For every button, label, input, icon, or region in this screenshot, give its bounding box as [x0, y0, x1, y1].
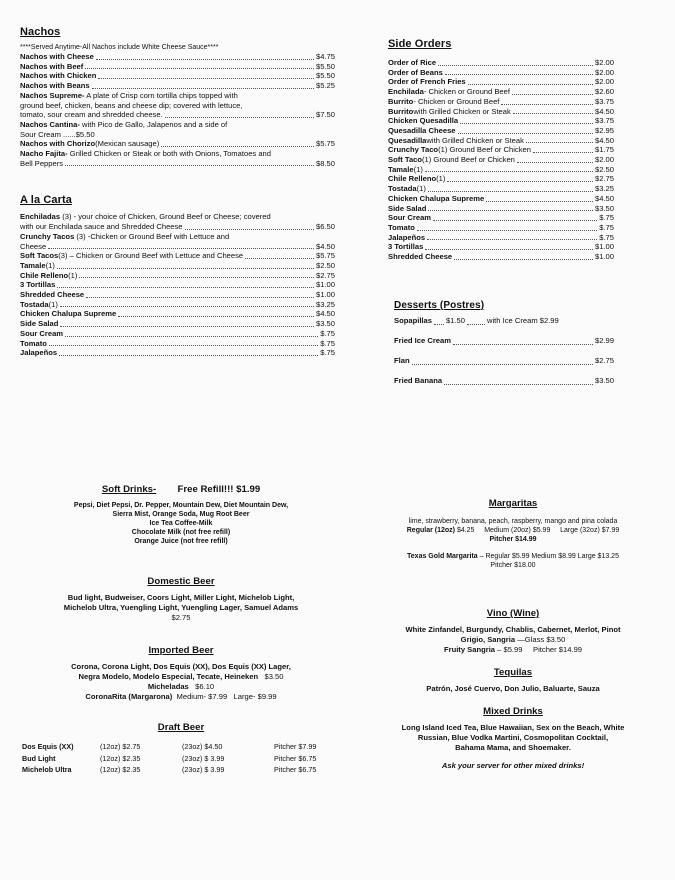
mixed-drinks-line: Bahama Mama, and Shoemaker.: [455, 743, 571, 752]
menu-item: Nachos with Chorizo (Mexican sausage) $5.75: [20, 139, 335, 149]
menu-item: Sour Cream $.75: [388, 213, 614, 223]
menu-item: Fried Banana $3.50: [394, 375, 614, 385]
menu-item: Order of Beans $2.00: [388, 67, 614, 77]
menu-item: Tamale (1) $2.50: [20, 260, 335, 270]
draft-beer-title: Draft Beer: [157, 722, 205, 733]
soft-drinks-line: Ice Tea Coffee-Milk: [149, 520, 213, 527]
tequilas-line: Patrón, José Cuervo, Don Julio, Baluarte, Sauza: [426, 684, 600, 693]
menu-item: Order of Rice $2.00: [388, 58, 614, 67]
menu-item: Nachos with Cheese $4.75: [20, 52, 335, 61]
mixed-drinks-line: Russian, Blue Vodka Martini, Cosmopolitan Cocktail,: [417, 733, 609, 742]
menu-item: Side Salad $3.50: [388, 203, 614, 213]
table-row: Michelob Ultra (12oz) $2.35 (23oz) $ 3.99 Pitcher $6.75: [22, 765, 317, 774]
menu-item: Jalapeños $.75: [20, 348, 335, 358]
menu-item: Enchilada - Chicken or Ground Beef $2.60: [388, 87, 614, 97]
crunchy-tacos: Crunchy Tacos (3) -Chicken or Ground Beef with Lettuce and: [20, 231, 230, 241]
menu-item: with our Enchilada sauce and Shredded Cheese $6.50: [20, 222, 335, 232]
menu-item: Quesadilla with Grilled Chicken or Steak $4.50: [388, 135, 614, 145]
menu-item: Shredded Cheese $1.00: [20, 290, 335, 300]
texas-gold-pitcher: Pitcher $18.00: [490, 562, 536, 569]
menu-item: Soft Taco (1) Ground Beef or Chicken $2.00: [388, 155, 614, 165]
nachos-note: ****Served Anytime-All Nachos include White Cheese Sauce****: [20, 44, 219, 51]
right-column: [388, 38, 614, 391]
nachos-cantina: Nachos Cantina- with Pico de Gallo, Jalapenos and a side of Sour Cream ......$5.50: [20, 119, 228, 139]
soft-drinks-line: Orange Juice (not free refill): [134, 538, 228, 545]
soft-drinks-refill: Free Refill!!! $1.99: [177, 484, 261, 495]
texas-gold: Texas Gold Margarita – Regular $5.99 Medium $8.99 Large $13.25: [407, 553, 619, 560]
imported-beer-line: Corona, Corona Light, Dos Equis (XX), Dos Equis (XX) Lager,: [71, 662, 291, 671]
side-orders-title: Side Orders: [388, 38, 452, 50]
menu-item: Jalapeños $.75: [388, 232, 614, 242]
tequilas-title: Tequilas: [493, 667, 533, 678]
menu-item: 3 Tortillas $1.00: [388, 242, 614, 252]
enchiladas: Enchiladas (3) - your choice of Chicken, Ground Beef or Cheese; covered: [20, 212, 271, 222]
mixed-drinks-line: Long Island Iced Tea, Blue Hawaiian, Sex on the Beach, White: [401, 723, 625, 732]
nachos-title: Nachos: [20, 26, 61, 38]
desserts-title: Desserts (Postres): [394, 299, 485, 311]
soft-drinks-title: Soft Drinks-: [101, 484, 157, 495]
menu-item: Bell Peppers $8.50: [20, 158, 335, 168]
menu-item: Nachos with Chicken $5.50: [20, 71, 335, 81]
margaritas-flavors: lime, strawberry, banana, peach, raspberry, mango and pina colada: [408, 518, 618, 525]
nacho-fajita: Nacho Fajita- Grilled Chicken or Steak or both with Onions, Tomatoes and: [20, 149, 271, 159]
menu-item: Cheese $4.50: [20, 241, 335, 251]
menu-item: Soft Tacos (3) – Chicken or Ground Beef with Lettuce and Cheese $5.75: [20, 251, 335, 261]
imported-beer-line: Negra Modelo, Modelo Especial, Tecate, Heineken $3.50: [78, 672, 284, 681]
margaritas-pitcher: Pitcher $14.99: [489, 536, 537, 543]
menu-item: Side Salad $3.50: [20, 319, 335, 329]
soft-drinks-line: Pepsi, Diet Pepsi, Dr. Pepper, Mountain Dew, Diet Mountain Dew,: [73, 502, 289, 509]
drinks-left: [22, 484, 340, 776]
domestic-beer-price: $2.75: [171, 613, 191, 622]
mixed-drinks-title: Mixed Drinks: [483, 706, 543, 717]
menu-item: Order of French Fries $2.00: [388, 77, 614, 87]
menu-item: Sopapillas $1.50 with Ice Cream $2.99: [394, 315, 559, 325]
menu-item: Burrito with Grilled Chicken or Steak $4.50: [388, 106, 614, 116]
menu-item: Crunchy Taco (1) Ground Beef or Chicken $1.75: [388, 145, 614, 155]
drinks-right: [370, 498, 656, 771]
vino-line: Grigio, Sangria —Glass $3.50: [460, 635, 566, 644]
menu-item: Quesadilla Cheese $2.95: [388, 125, 614, 135]
menu-item: Tamale (1) $2.50: [388, 164, 614, 174]
menu-item: Shredded Cheese $1.00: [388, 252, 614, 262]
margaritas-sizes: Regular (12oz) $4.25 Medium (20oz) $5.99 Large (32oz) $7.99: [406, 527, 620, 534]
menu-item: Chicken Quesadilla $3.75: [388, 116, 614, 126]
menu-item: Tostada (1) $3.25: [388, 184, 614, 194]
fruity-sangria: Fruity Sangria – $5.99 Pitcher $14.99: [443, 645, 583, 654]
soft-drinks-line: Chocolate Milk (not free refill): [131, 529, 231, 536]
margaritas-title: Margaritas: [488, 498, 538, 509]
vino-title: Vino (Wine): [486, 608, 540, 619]
soft-drinks-line: Sierra Mist, Orange Soda, Mug Root Beer: [112, 511, 250, 518]
menu-item: Chicken Chalupa Supreme $4.50: [20, 309, 335, 319]
domestic-beer-title: Domestic Beer: [147, 576, 215, 587]
left-column: [20, 26, 335, 358]
table-row: Bud Light (12oz) $2.35 (23oz) $ 3.99 Pitcher $6.75: [22, 753, 317, 763]
menu-item: Sour Cream $.75: [20, 328, 335, 338]
vino-line: White Zinfandel, Burgundy, Chablis, Cabernet, Merlot, Pinot: [405, 625, 621, 634]
menu-item: Fried Ice Cream $2.99: [394, 335, 614, 345]
imported-beer-title: Imported Beer: [148, 645, 214, 656]
menu-item: Tomato $.75: [388, 222, 614, 232]
menu-item: Tostada (1) $3.25: [20, 299, 335, 309]
menu-item: Chicken Chalupa Supreme $4.50: [388, 193, 614, 203]
a-la-carta-title: A la Carta: [20, 194, 72, 207]
menu-item: Nachos with Beans $5.25: [20, 81, 335, 91]
menu-item: Flan $2.75: [394, 355, 614, 365]
menu-item: Burrito - Chicken or Ground Beef $3.75: [388, 96, 614, 106]
micheladas: Micheladas $6.10: [147, 682, 215, 691]
domestic-beer-line: Michelob Ultra, Yuengling Light, Yuengling Lager, Samuel Adams: [63, 603, 299, 612]
table-row: Dos Equis (XX) (12oz) $2.75 (23oz) $4.50 Pitcher $7.99: [22, 742, 317, 751]
menu-item: Chile Relleno (1) $2.75: [20, 270, 335, 280]
menu-item: 3 Tortillas $1.00: [20, 280, 335, 290]
coronarita: CoronaRita (Margarona) Medium- $7.99 Large- $9.99: [85, 692, 277, 701]
nachos-supreme: Nachos Supreme- A plate of Crisp corn tortilla chips topped with ground beef, chicken, beans and cheese dip; covered with lettuce,: [20, 90, 243, 110]
menu-item: tomato, sour cream and shredded cheese. $7.50: [20, 110, 335, 120]
menu-item: Tomato $.75: [20, 338, 335, 348]
domestic-beer-line: Bud light, Budweiser, Coors Light, Miller Light, Michelob Light,: [67, 593, 295, 602]
mixed-drinks-footer: Ask your server for other mixed drinks!: [441, 761, 585, 770]
menu-item: Nachos with Beef $5.50: [20, 61, 335, 71]
menu-item: Chile Relleno (1) $2.75: [388, 174, 614, 184]
